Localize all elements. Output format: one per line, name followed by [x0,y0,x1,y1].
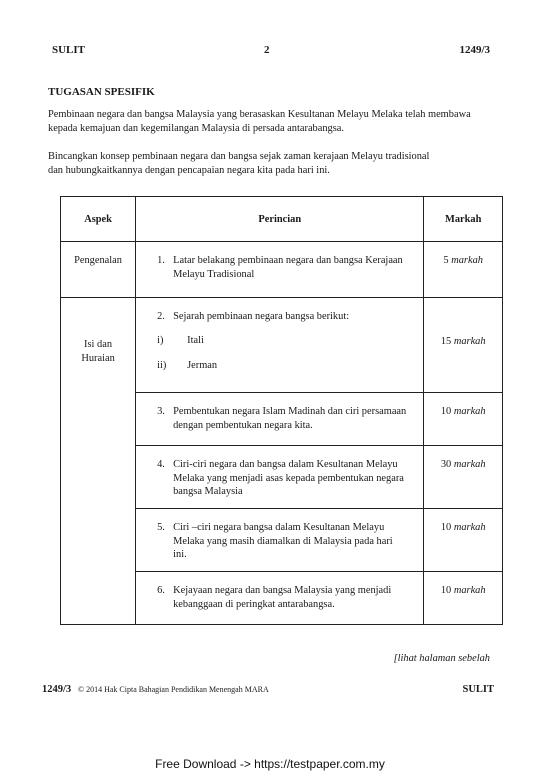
perincian-cell [136,446,424,509]
header-classification: SULIT [52,44,86,56]
sub-item-text: Jerman [187,360,218,371]
mark-value: 10 [440,406,452,417]
page-title: TUGASAN SPESIFIK [48,86,155,98]
aspek-cell [61,242,136,298]
header-perincian: Perincian [136,197,424,242]
text-line: dan hubungkaitkannya dengan pencapaian negara kita pada hari ini. [48,165,330,176]
perincian-cell [136,572,424,625]
item-text: Ciri –ciri negara bangsa dalam Kesultanan Melayu [173,522,385,533]
mark-value: 15 [440,336,452,347]
text-line: Bincangkan konsep pembinaan negara dan bangsa sejak zaman kerajaan Melayu tradisional [48,151,430,162]
item-text: Melaka yang menjadi asas kepada pembentukan negara [173,472,404,484]
item-text: Latar belakang pembinaan negara dan bangsa Kerajaan [173,255,403,266]
mark-unit: markah [453,585,486,596]
question-paragraph [48,150,513,178]
sub-item-number: i) [157,334,164,346]
text-line: Pembinaan negara dan bangsa Malaysia yang berasaskan Kesultanan Melayu Melaka telah membawa [48,109,471,120]
item-number: 4. [157,459,165,470]
markah-cell [424,446,503,509]
item-text: dengan pembentukan negara kita. [173,419,313,431]
intro-paragraph [48,108,513,136]
item-text: ini. [173,549,187,560]
perincian-cell [136,393,424,446]
aspek-pengenalan: Pengenalan [74,255,122,266]
sub-item-number: ii) [157,360,167,371]
mark-value: 30 [440,459,452,470]
markah-cell [424,298,503,393]
item-text: Ciri-ciri negara dan bangsa dalam Kesultanan Melayu [173,459,398,470]
table-row [61,298,503,393]
mark-unit: markah [453,406,486,417]
item-number: 1. [157,255,165,266]
markah-cell [424,509,503,572]
marking-table [60,196,503,625]
item-text: bangsa Malaysia [173,486,243,497]
perincian-cell [136,509,424,572]
item-number: 6. [157,585,165,596]
mark-value: 5 [443,255,449,266]
item-text: Pembentukan negara Islam Madinah dan ciri persamaan [173,406,407,417]
perincian-cell [136,242,424,298]
header-aspek: Aspek [61,197,136,242]
item-number: 3. [157,406,165,417]
aspek-cell [61,298,136,625]
mark-unit: markah [453,336,486,347]
mark-value: 10 [440,522,452,533]
mark-unit: markah [453,522,486,533]
markah-cell [424,572,503,625]
item-text: Kejayaan negara dan bangsa Malaysia yang menjadi [173,585,392,596]
item-text: Melaka yang masih diamalkan di Malaysia pada hari [173,535,393,547]
text-line: kepada kemajuan dan kegemilangan Malaysia di persada antarabangsa. [48,123,345,134]
item-text: Melayu Tradisional [173,268,255,280]
markah-cell [424,393,503,446]
mark-value: 10 [440,585,452,596]
mark-unit: markah [453,459,486,470]
mark-unit: markah [451,255,483,266]
sub-item-text: Itali [187,334,204,346]
item-text: kebanggaan di peringkat antarabangsa. [173,598,335,610]
markah-cell [424,242,503,298]
footer-classification: SULIT [462,684,494,695]
item-text: Sejarah pembinaan negara bangsa berikut: [173,311,350,322]
header-paper-code: 1249/3 [459,44,490,56]
table-row [61,242,503,298]
aspek-isi: Isi dan [84,339,113,350]
item-number: 5. [157,522,165,533]
download-link[interactable]: Free Download -> https://testpaper.com.my [155,757,385,771]
item-number: 2. [157,311,165,322]
footer-paper-code: 1249/3 [42,684,72,695]
aspek-huraian: Huraian [81,352,115,364]
turn-page-note: [lihat halaman sebelah [393,653,490,664]
header-markah: Markah [424,197,503,242]
perincian-cell [136,298,424,393]
footer-copyright: © 2014 Hak Cipta Bahagian Pendidikan Menengah MARA [78,685,269,694]
header-page-number: 2 [264,44,270,56]
table-header-row [61,197,503,242]
